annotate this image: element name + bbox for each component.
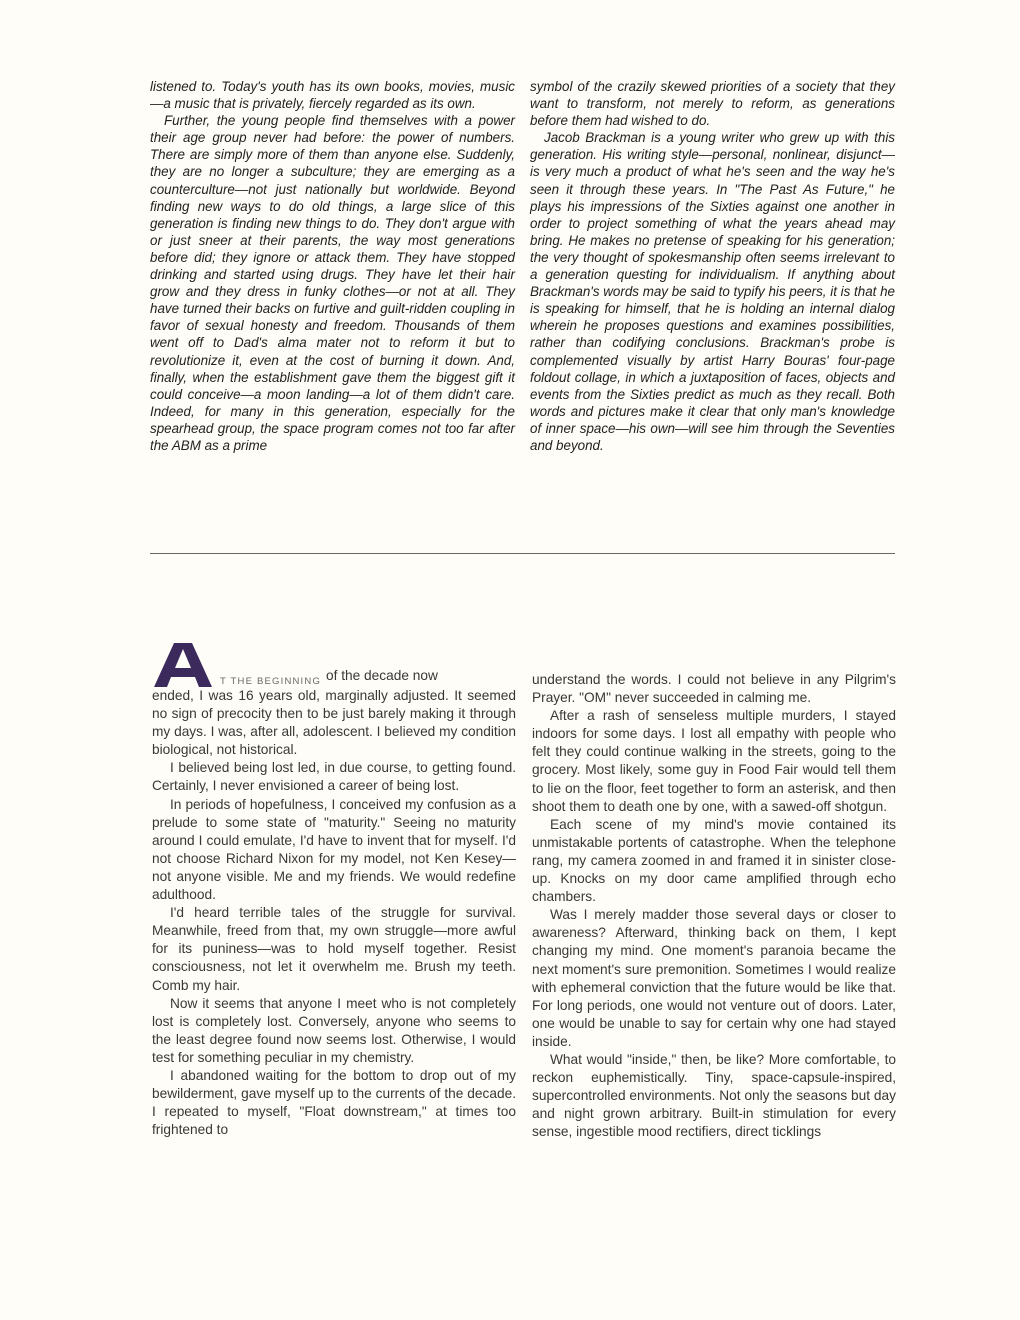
intro-paragraph: listened to. Today's youth has its own books, movies, music—a music that is privately, fiercely regarded as its own.	[150, 79, 515, 112]
intro-column-left	[150, 78, 515, 454]
article-paragraph: understand the words. I could not believe in any Pilgrim's Prayer. "OM" never succeeded in calming me.	[532, 672, 896, 706]
article-paragraph: Now it seems that anyone I meet who is not completely lost is completely lost. Conversely, anyone who seems to the least degree found now seems lost. Otherwise, I would test for something peculiar in my chemistry.	[152, 995, 516, 1065]
article-paragraph: I believed being lost led, in due course, to getting found. Certainly, I never envisioned a career of being lost.	[152, 760, 516, 794]
article-column-right	[532, 671, 896, 1141]
intro-column-right	[530, 78, 895, 454]
article-paragraph: What would "inside," then, be like? More comfortable, to reckon euphemistically. Tiny, space-capsule-inspired, supercontrolled environments. Not only the seasons but day and night grown arbitrary. Built-in stimulation for every sense, ingestible mood rectifiers, direct ticklings	[532, 1051, 896, 1140]
article-paragraph: In periods of hopefulness, I conceived my confusion as a prelude to some state of "maturity." Seeing no maturity around I could emulate, I'd have to invent that for myself. I'd not choose Richard Nixon for my model, not Ken Kesey—not anyone visible. Me and my friends. We would redefine adulthood.	[152, 796, 516, 903]
article-column-left	[152, 641, 516, 1139]
article-paragraph: After a rash of senseless multiple murders, I stayed indoors for some days. I lost all empathy with people who felt they could continue walking in the streets, going to the grocery. Most likely, some guy in Food Fair would tell them to lie on the floor, feet together to form an asterisk, and then shoot them to death one by one, with a sawed-off shotgun.	[532, 708, 896, 814]
intro-paragraph: Further, the young people find themselves with a power their age group never had before: the power of numbers. There are simply more of them than anyone else. Suddenly, they are no longer a subculture; they are emerging as a counterculture—not just nationally but worldwide. Beyond finding new ways to do old things, a large slice of this generation is finding new things to do. They don't argue with or just sneer at their parents, the way most generations before did; they ignore or attack them. They have stopped drinking and started using drugs. They have let their hair grow and they dress in funky clothes—or not at all. They have turned their backs on furtive and guilt-ridden coupling in favor of sexual honesty and freedom. Thousands of them went off to Dad's alma mater not to reform it but to revolutionize it, even at the cost of burning it down. And, finally, when the establishment gave them the biggest gift it could conceive—a moon landing—a lot of them didn't care. Indeed, for many in this generation, especially for the spearhead group, the space program comes not too far after the ABM as a prime	[150, 113, 515, 453]
article-opening	[152, 641, 516, 687]
article-paragraph: I abandoned waiting for the bottom to drop out of my bewilderment, gave myself up to the currents of the decade. I repeated to myself, "Float downstream," at times too frightened to	[152, 1067, 516, 1138]
intro-paragraph: symbol of the crazily skewed priorities of a society that they want to transform, not merely to reform, as generations before them had wished to do.	[530, 79, 895, 129]
article-paragraph: I'd heard terrible tales of the struggle for survival. Meanwhile, freed from that, my own struggle—more awful for its puniness—was to hold myself together. Resist consciousness, not let it overwhelm me. Brush my teeth. Comb my hair.	[152, 905, 516, 993]
opening-small-caps: T THE BEGINNING	[220, 676, 322, 687]
drop-cap-letter	[152, 641, 214, 687]
section-divider	[150, 553, 895, 554]
opening-continuation: of the decade now	[326, 668, 438, 683]
article-paragraph: ended, I was 16 years old, marginally adjusted. It seemed no sign of precocity then to be just barely making it through my days. I was, after all, adolescent. I believed my condition biological, not historical.	[152, 688, 516, 758]
article-paragraph: Each scene of my mind's movie contained its unmistakable portents of catastrophe. When the telephone rang, my camera zoomed in and framed it in sinister close-up. Knocks on my door came amplified through echo chambers.	[532, 816, 896, 905]
article-paragraph: Was I merely madder those several days or closer to awareness? Afterward, thinking back on them, I kept changing my mind. One moment's paranoia became the next moment's sure premonition. Sometimes I would realize with ephemeral conviction that the future would be like that. For long periods, one would not venture out of doors. Later, one would be unable to say for certain why one had stayed inside.	[532, 907, 896, 1049]
intro-paragraph: Jacob Brackman is a young writer who grew up with this generation. His writing style—personal, nonlinear, disjunct—is very much a product of what he's seen and the way he's seen it through these years. In "The Past As Future," he plays his impressions of the Sixties against one another in order to project something of what the years ahead may bring. He makes no pretense of speaking for his generation; the very thought of spokesmanship often seems irrelevant to a generation questing for individualism. If anything about Brackman's words may be said to typify his peers, it is that he is speaking for himself, that he is holding an internal dialog wherein he proposes questions and examines possibilities, rather than codifying conclusions. Brackman's probe is complemented visually by artist Harry Bouras' four-page foldout collage, in which a juxtaposition of faces, objects and events from the Sixties predict as much as they recall. Both words and pictures make it clear that only man's knowledge of inner space—his own—will see him through the Seventies and beyond.	[530, 130, 895, 453]
